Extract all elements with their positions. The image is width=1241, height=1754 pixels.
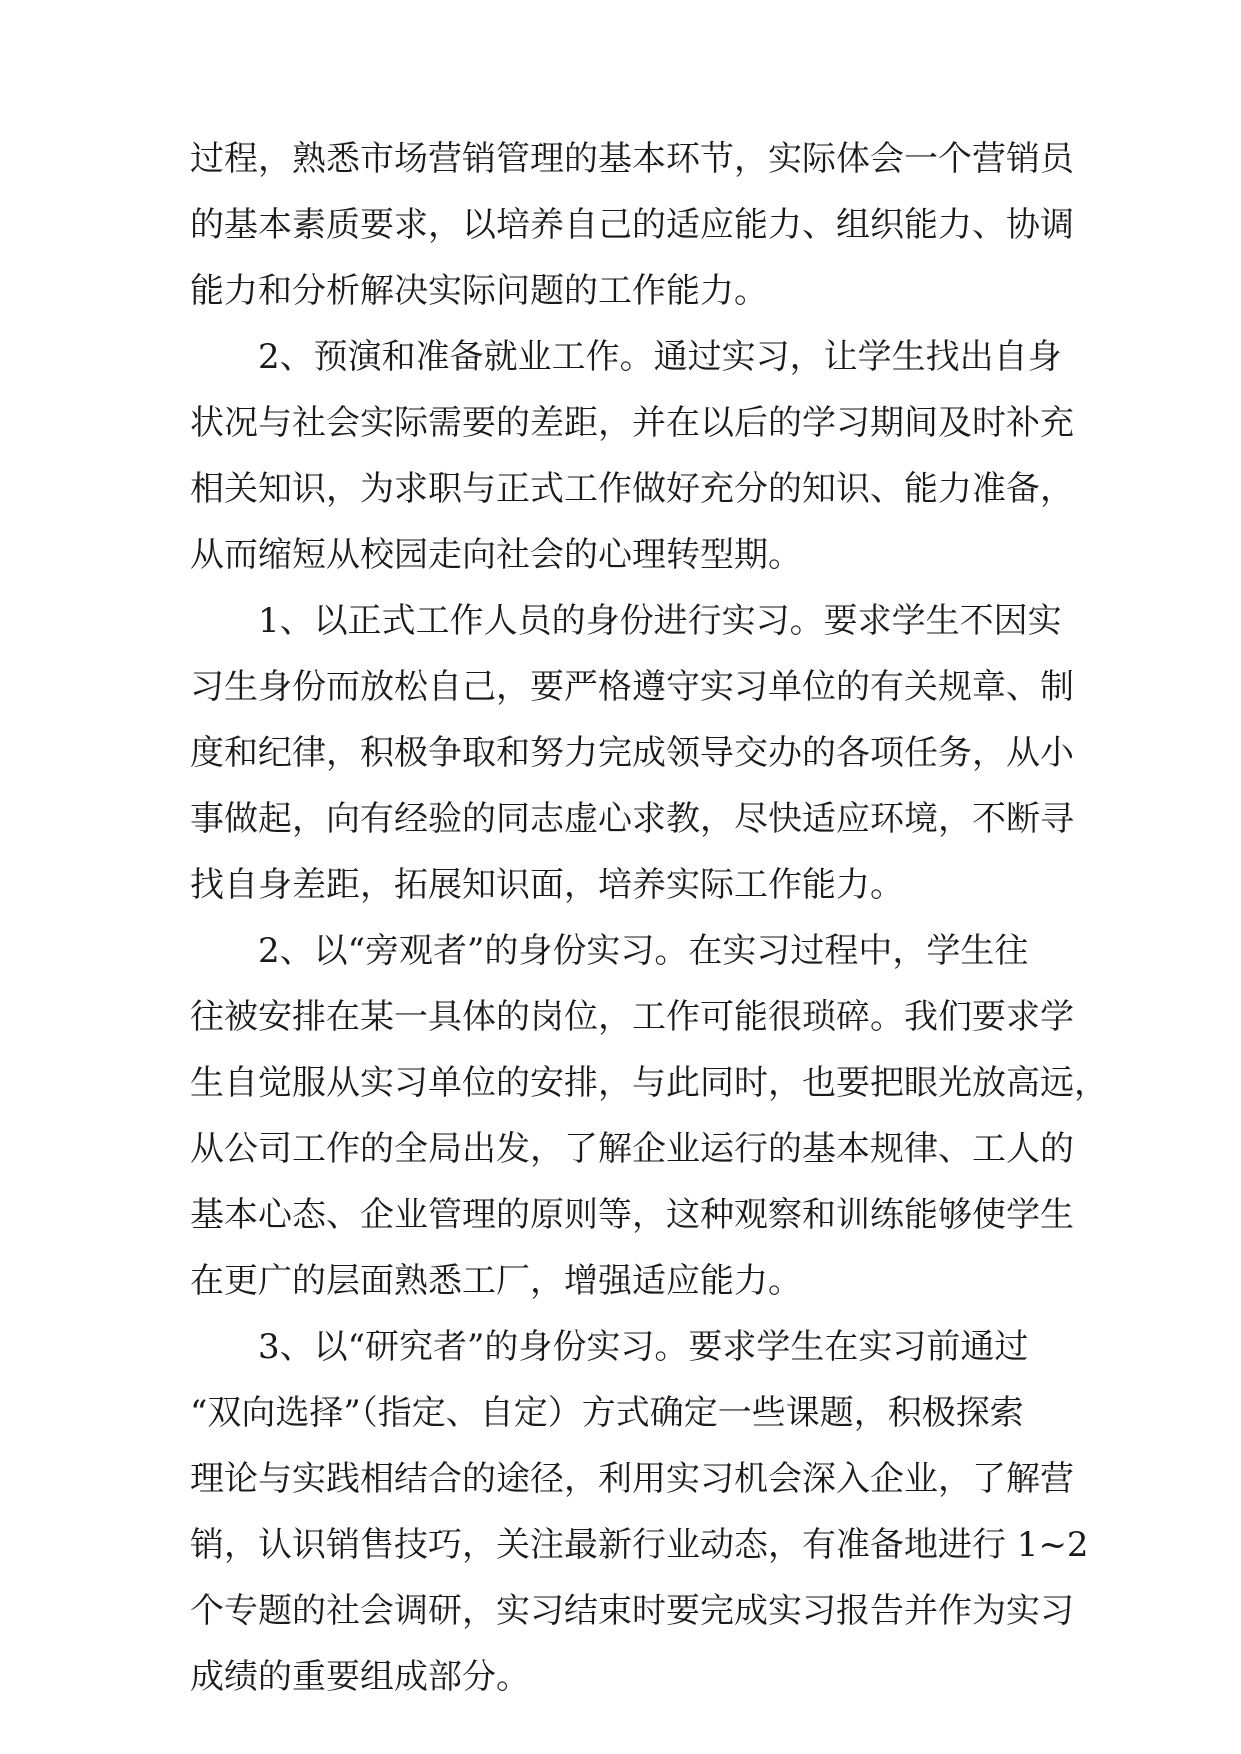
- text-line: 2、预演和准备就业工作。通过实习，让学生找出自身: [190, 337, 1062, 377]
- text-line: 习生身份而放松自己，要严格遵守实习单位的有关规章、制: [190, 667, 1074, 707]
- text-line: “双向选择”（指定、自定）方式确定一些课题，积极探索: [190, 1393, 1024, 1433]
- text-line: 1、以正式工作人员的身份进行实习。要求学生不因实: [190, 601, 1062, 641]
- text-line: 从公司工作的全局出发，了解企业运行的基本规律、工人的: [190, 1129, 1074, 1169]
- text-line: 2、以“旁观者”的身份实习。在实习过程中，学生往: [190, 931, 1029, 971]
- text-line: 生自觉服从实习单位的安排，与此同时，也要把眼光放高远，: [190, 1063, 1108, 1103]
- text-line: 在更广的层面熟悉工厂，增强适应能力。: [190, 1261, 802, 1301]
- text-line: 状况与社会实际需要的差距，并在以后的学习期间及时补充: [190, 403, 1074, 443]
- text-line: 从而缩短从校园走向社会的心理转型期。: [190, 535, 802, 575]
- text-line: 找自身差距，拓展知识面，培养实际工作能力。: [190, 865, 904, 905]
- text-line: 3、以“研究者”的身份实习。要求学生在实习前通过: [190, 1327, 1029, 1367]
- text-line: 往被安排在某一具体的岗位，工作可能很琐碎。我们要求学: [190, 997, 1074, 1037]
- document-body: [190, 126, 1108, 1710]
- text-line: 能力和分析解决实际问题的工作能力。: [190, 271, 768, 311]
- text-line: 相关知识，为求职与正式工作做好充分的知识、能力准备，: [190, 469, 1074, 509]
- text-line: 成绩的重要组成部分。: [190, 1657, 530, 1697]
- text-line: 过程，熟悉市场营销管理的基本环节，实际体会一个营销员: [190, 139, 1074, 179]
- text-line: 的基本素质要求，以培养自己的适应能力、组织能力、协调: [190, 205, 1074, 245]
- text-line: 事做起，向有经验的同志虚心求教，尽快适应环境，不断寻: [190, 799, 1074, 839]
- text-line: 销，认识销售技巧，关注最新行业动态，有准备地进行 1~2: [190, 1525, 1089, 1565]
- text-line: 理论与实践相结合的途径，利用实习机会深入企业，了解营: [190, 1459, 1074, 1499]
- text-line: 度和纪律，积极争取和努力完成领导交办的各项任务，从小: [190, 733, 1074, 773]
- text-line: 基本心态、企业管理的原则等，这种观察和训练能够使学生: [190, 1195, 1074, 1235]
- text-line: 个专题的社会调研，实习结束时要完成实习报告并作为实习: [190, 1591, 1074, 1631]
